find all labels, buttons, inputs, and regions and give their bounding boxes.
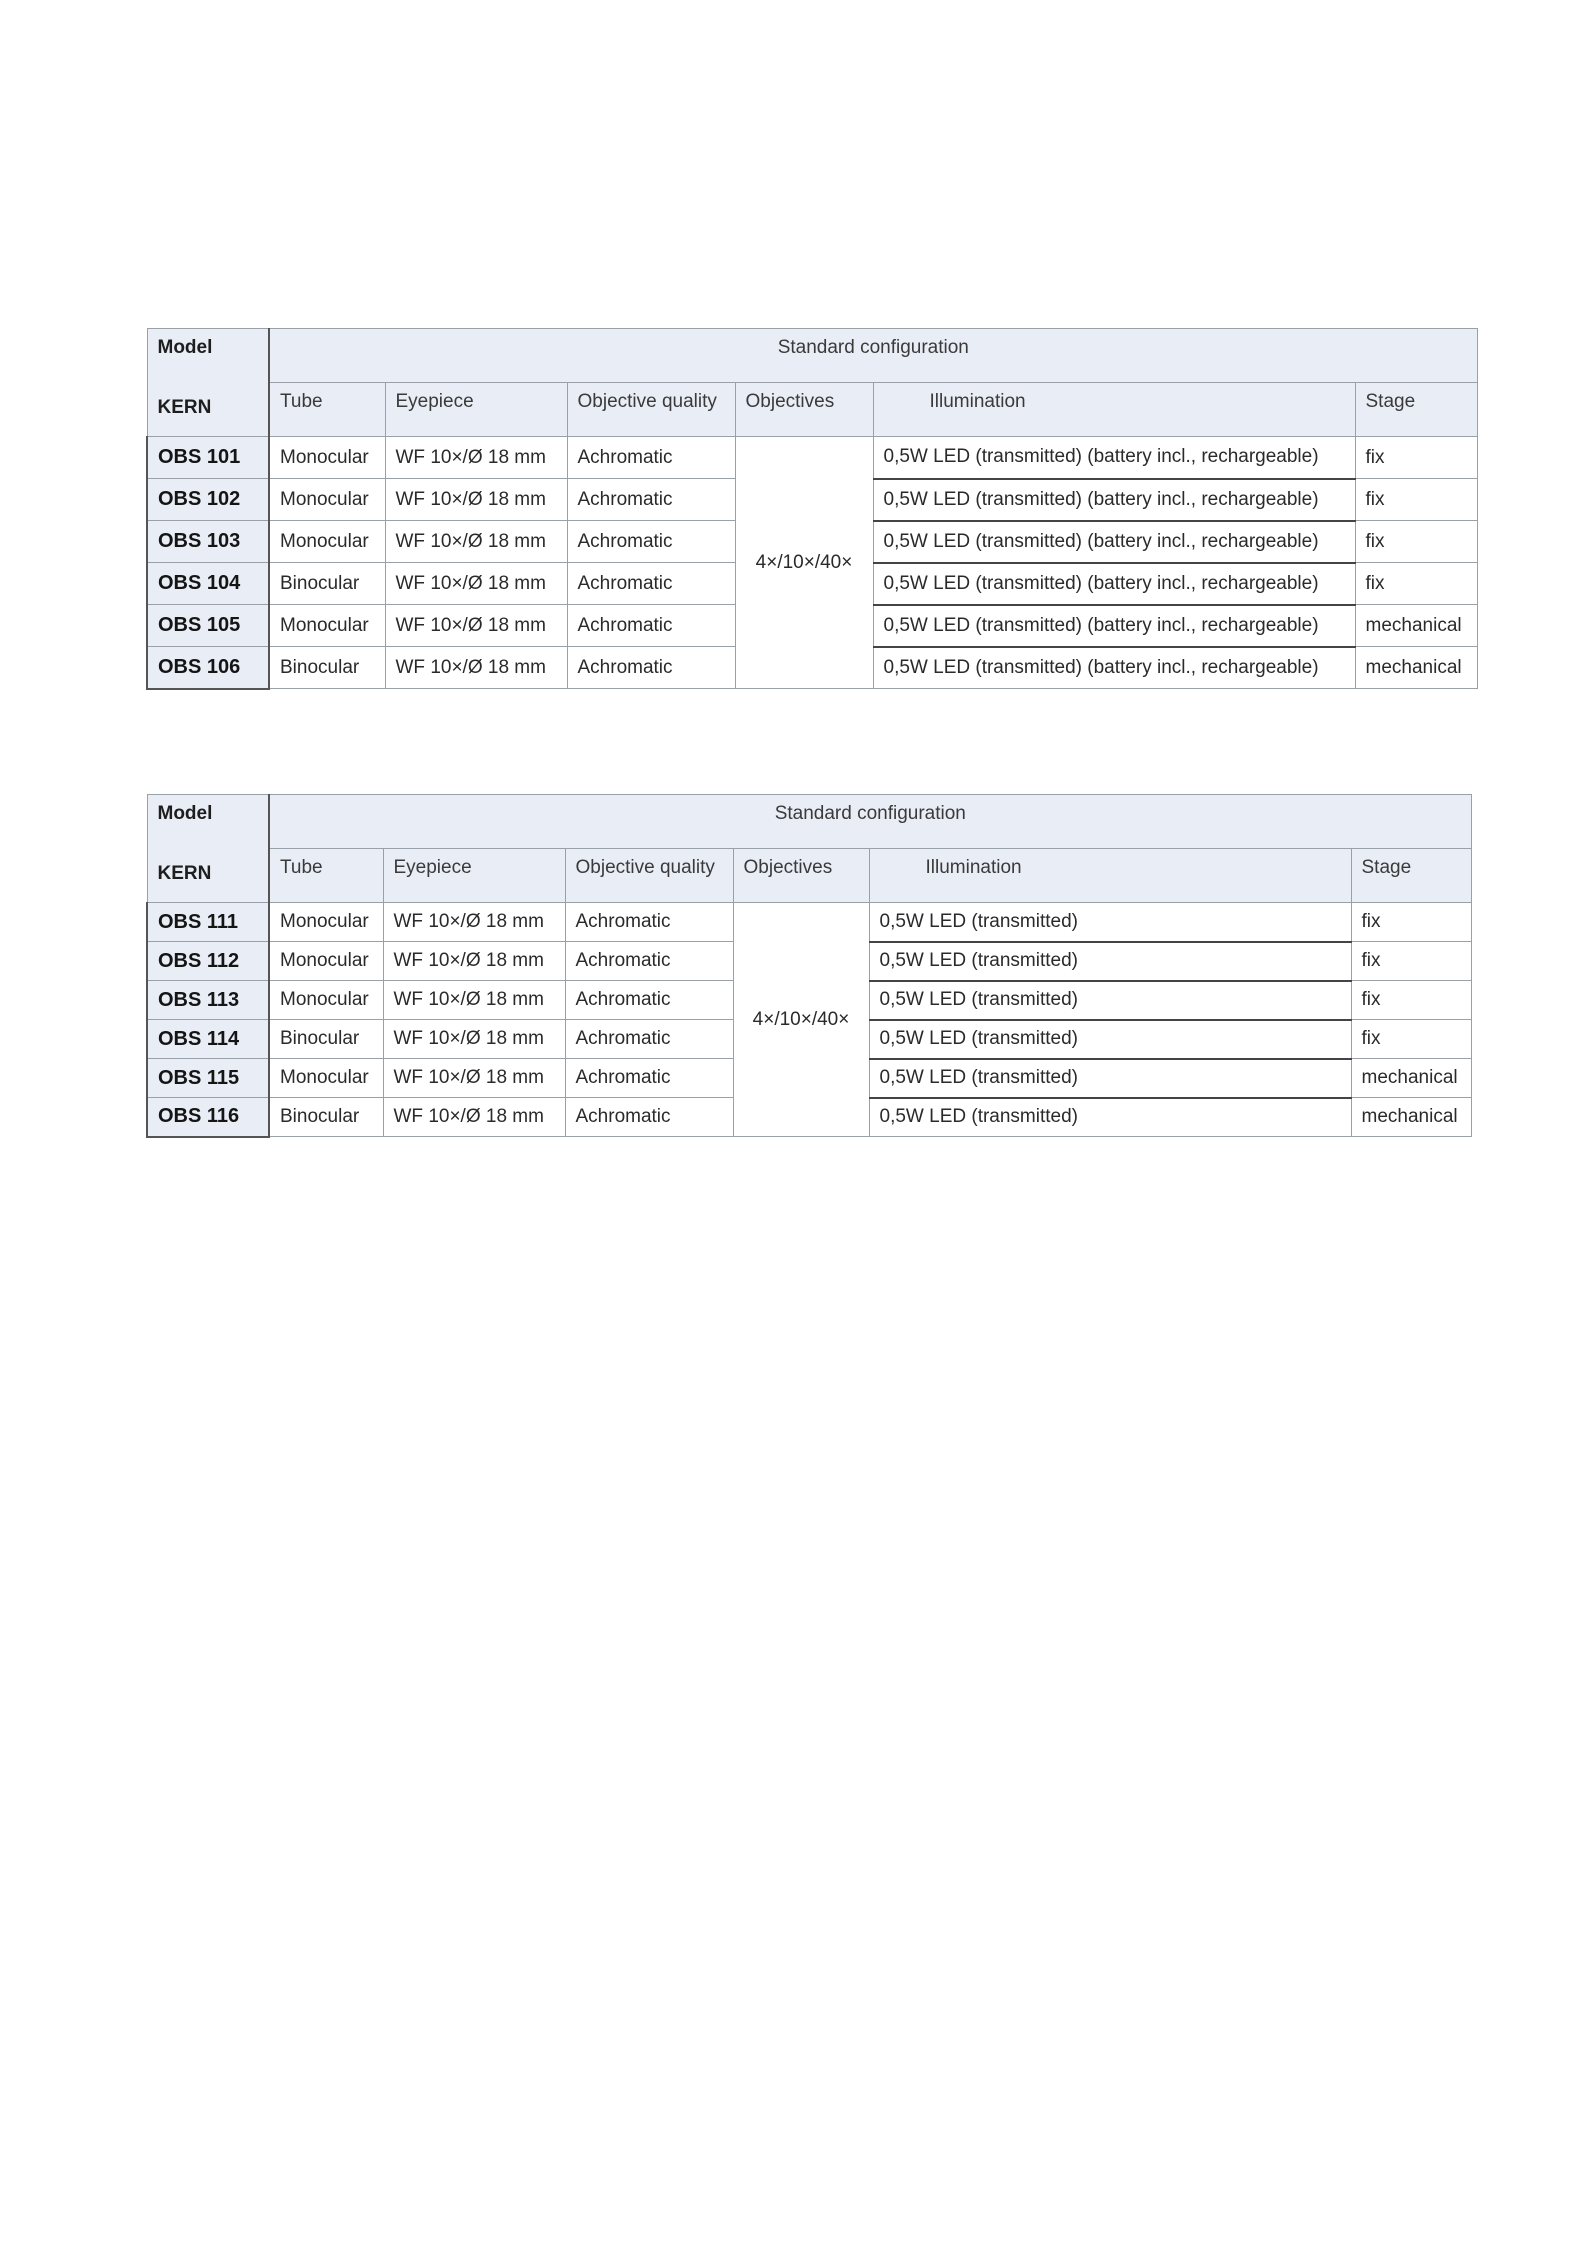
kern-label: KERN bbox=[157, 397, 212, 418]
stage-cell: fix bbox=[1351, 1020, 1471, 1059]
stage-cell: fix bbox=[1355, 563, 1477, 605]
tube-cell: Monocular bbox=[269, 1059, 383, 1098]
eyepiece-cell: WF 10×/Ø 18 mm bbox=[385, 647, 567, 689]
table-row bbox=[147, 437, 1477, 479]
col-header-eyepiece: Eyepiece bbox=[385, 383, 567, 437]
tube-cell: Monocular bbox=[269, 605, 385, 647]
stage-cell: fix bbox=[1351, 903, 1471, 942]
quality-cell: Achromatic bbox=[567, 563, 735, 605]
illumination-cell: 0,5W LED (transmitted) (battery incl., rechargeable) bbox=[873, 521, 1355, 563]
model-header bbox=[147, 795, 269, 903]
model-cell: OBS 113 bbox=[147, 981, 269, 1020]
stage-cell: mechanical bbox=[1355, 605, 1477, 647]
tube-cell: Monocular bbox=[269, 942, 383, 981]
col-header-illumination: Illumination bbox=[873, 383, 1355, 437]
illumination-cell: 0,5W LED (transmitted) bbox=[869, 1059, 1351, 1098]
col-header-objectives: Objectives bbox=[733, 849, 869, 903]
col-header-objective-quality: Objective quality bbox=[565, 849, 733, 903]
model-cell: OBS 103 bbox=[147, 521, 269, 563]
col-header-illumination: Illumination bbox=[869, 849, 1351, 903]
model-cell: OBS 112 bbox=[147, 942, 269, 981]
quality-cell: Achromatic bbox=[565, 1098, 733, 1137]
stage-cell: fix bbox=[1351, 942, 1471, 981]
quality-cell: Achromatic bbox=[567, 437, 735, 479]
model-cell: OBS 101 bbox=[147, 437, 269, 479]
col-header-objective-quality: Objective quality bbox=[567, 383, 735, 437]
tube-cell: Binocular bbox=[269, 647, 385, 689]
quality-cell: Achromatic bbox=[567, 479, 735, 521]
tube-cell: Monocular bbox=[269, 437, 385, 479]
model-cell: OBS 105 bbox=[147, 605, 269, 647]
table-row bbox=[147, 903, 1471, 942]
stage-cell: fix bbox=[1355, 437, 1477, 479]
eyepiece-cell: WF 10×/Ø 18 mm bbox=[383, 942, 565, 981]
spec-table-2 bbox=[146, 794, 1472, 1138]
model-cell: OBS 114 bbox=[147, 1020, 269, 1059]
stage-cell: fix bbox=[1351, 981, 1471, 1020]
illumination-cell: 0,5W LED (transmitted) bbox=[869, 981, 1351, 1020]
illumination-cell: 0,5W LED (transmitted) (battery incl., rechargeable) bbox=[873, 563, 1355, 605]
model-cell: OBS 116 bbox=[147, 1098, 269, 1137]
stage-cell: mechanical bbox=[1355, 647, 1477, 689]
kern-label: KERN bbox=[157, 863, 212, 884]
illumination-cell: 0,5W LED (transmitted) (battery incl., rechargeable) bbox=[873, 437, 1355, 479]
model-header bbox=[147, 329, 269, 437]
eyepiece-cell: WF 10×/Ø 18 mm bbox=[385, 437, 567, 479]
col-header-tube: Tube bbox=[269, 383, 385, 437]
eyepiece-cell: WF 10×/Ø 18 mm bbox=[385, 605, 567, 647]
quality-cell: Achromatic bbox=[565, 903, 733, 942]
eyepiece-cell: WF 10×/Ø 18 mm bbox=[383, 1098, 565, 1137]
quality-cell: Achromatic bbox=[567, 605, 735, 647]
col-header-tube: Tube bbox=[269, 849, 383, 903]
model-cell: OBS 104 bbox=[147, 563, 269, 605]
quality-cell: Achromatic bbox=[565, 1020, 733, 1059]
tube-cell: Binocular bbox=[269, 1020, 383, 1059]
quality-cell: Achromatic bbox=[567, 647, 735, 689]
tube-cell: Monocular bbox=[269, 521, 385, 563]
col-header-stage: Stage bbox=[1355, 383, 1477, 437]
tube-cell: Binocular bbox=[269, 563, 385, 605]
model-cell: OBS 111 bbox=[147, 903, 269, 942]
illumination-cell: 0,5W LED (transmitted) (battery incl., rechargeable) bbox=[873, 479, 1355, 521]
stage-cell: fix bbox=[1355, 521, 1477, 563]
tube-cell: Monocular bbox=[269, 479, 385, 521]
quality-cell: Achromatic bbox=[565, 942, 733, 981]
objectives-cell: 4×/10×/40× bbox=[733, 903, 869, 1137]
eyepiece-cell: WF 10×/Ø 18 mm bbox=[385, 563, 567, 605]
illumination-cell: 0,5W LED (transmitted) bbox=[869, 903, 1351, 942]
model-cell: OBS 115 bbox=[147, 1059, 269, 1098]
tube-cell: Monocular bbox=[269, 903, 383, 942]
eyepiece-cell: WF 10×/Ø 18 mm bbox=[383, 903, 565, 942]
col-header-stage: Stage bbox=[1351, 849, 1471, 903]
standard-configuration-header: Standard configuration bbox=[269, 795, 1471, 849]
standard-configuration-header: Standard configuration bbox=[269, 329, 1477, 383]
stage-cell: fix bbox=[1355, 479, 1477, 521]
spec-table-1 bbox=[146, 328, 1478, 690]
quality-cell: Achromatic bbox=[567, 521, 735, 563]
model-cell: OBS 102 bbox=[147, 479, 269, 521]
illumination-cell: 0,5W LED (transmitted) bbox=[869, 942, 1351, 981]
eyepiece-cell: WF 10×/Ø 18 mm bbox=[385, 479, 567, 521]
tube-cell: Binocular bbox=[269, 1098, 383, 1137]
eyepiece-cell: WF 10×/Ø 18 mm bbox=[383, 1059, 565, 1098]
eyepiece-cell: WF 10×/Ø 18 mm bbox=[385, 521, 567, 563]
model-cell: OBS 106 bbox=[147, 647, 269, 689]
illumination-cell: 0,5W LED (transmitted) (battery incl., rechargeable) bbox=[873, 605, 1355, 647]
quality-cell: Achromatic bbox=[565, 1059, 733, 1098]
model-label: Model bbox=[157, 337, 213, 358]
stage-cell: mechanical bbox=[1351, 1059, 1471, 1098]
illumination-cell: 0,5W LED (transmitted) bbox=[869, 1020, 1351, 1059]
model-label: Model bbox=[157, 803, 213, 824]
quality-cell: Achromatic bbox=[565, 981, 733, 1020]
eyepiece-cell: WF 10×/Ø 18 mm bbox=[383, 1020, 565, 1059]
illumination-cell: 0,5W LED (transmitted) (battery incl., rechargeable) bbox=[873, 647, 1355, 689]
col-header-eyepiece: Eyepiece bbox=[383, 849, 565, 903]
col-header-objectives: Objectives bbox=[735, 383, 873, 437]
stage-cell: mechanical bbox=[1351, 1098, 1471, 1137]
objectives-cell: 4×/10×/40× bbox=[735, 437, 873, 689]
illumination-cell: 0,5W LED (transmitted) bbox=[869, 1098, 1351, 1137]
eyepiece-cell: WF 10×/Ø 18 mm bbox=[383, 981, 565, 1020]
tube-cell: Monocular bbox=[269, 981, 383, 1020]
